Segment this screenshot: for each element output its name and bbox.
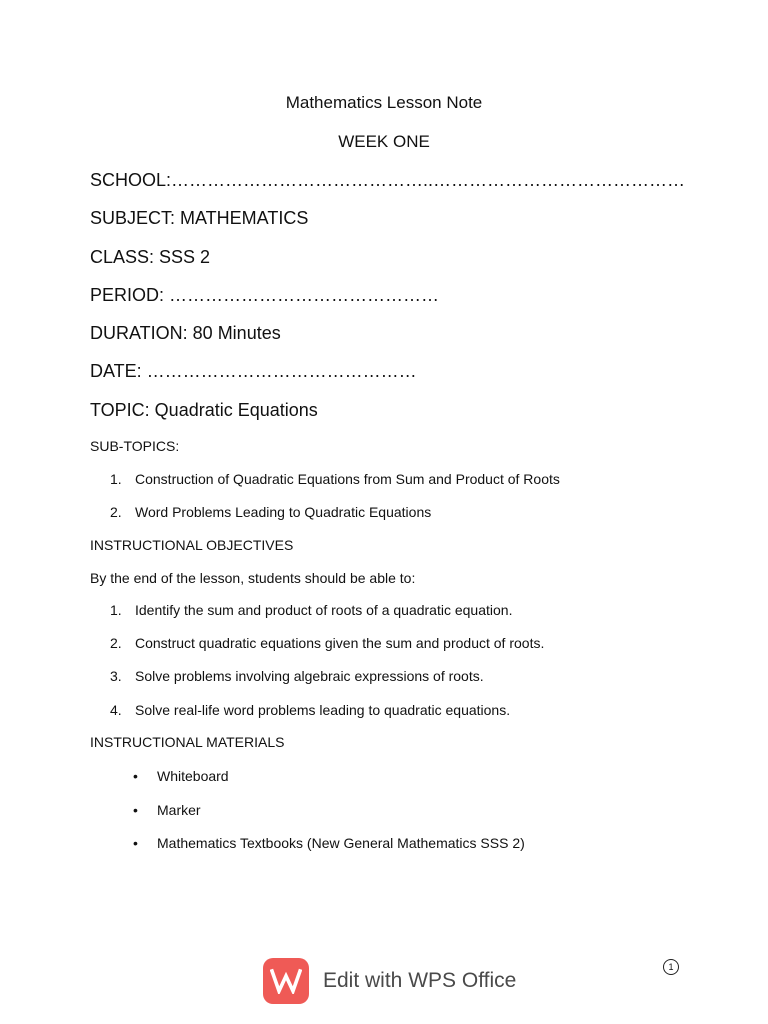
objective-item: [110, 668, 484, 684]
bullet-icon: •: [133, 835, 138, 851]
subject-field: SUBJECT: MATHEMATICS: [90, 208, 309, 228]
page-number-badge: 1: [663, 959, 679, 975]
list-number: 2.: [110, 635, 122, 651]
school-field: SCHOOL:……………………………………..……………………………………: [90, 170, 686, 190]
page-title: Mathematics Lesson Note: [285, 93, 483, 112]
list-text: Word Problems Leading to Quadratic Equations: [135, 504, 432, 520]
objective-item: [110, 602, 512, 618]
materials-heading: INSTRUCTIONAL MATERIALS: [90, 734, 285, 750]
list-number: 2.: [110, 504, 122, 520]
list-number: 3.: [110, 668, 122, 684]
subtopic-item: [110, 471, 560, 487]
list-text: Construct quadratic equations given the sum and product of roots.: [135, 635, 545, 651]
bullet-icon: •: [133, 802, 138, 818]
list-number: 4.: [110, 702, 122, 718]
class-field: CLASS: SSS 2: [90, 247, 211, 267]
subtopic-item: [110, 504, 431, 520]
list-text: Mathematics Textbooks (New General Mathematics SSS 2): [157, 835, 525, 851]
objectives-intro: By the end of the lesson, students should be able to:: [90, 570, 416, 586]
edit-with-wps-label: Edit with WPS Office: [323, 969, 517, 992]
list-text: Solve problems involving algebraic expressions of roots.: [135, 668, 484, 684]
objective-item: [110, 635, 544, 651]
list-text: Identify the sum and product of roots of a quadratic equation.: [135, 602, 513, 618]
date-field: DATE: ………………………………………: [90, 361, 417, 381]
duration-field: DURATION: 80 Minutes: [90, 323, 281, 343]
objective-item: [110, 702, 510, 718]
list-text: Solve real-life word problems leading to quadratic equations.: [135, 702, 511, 718]
list-text: Marker: [157, 802, 201, 818]
subtopics-heading: SUB-TOPICS:: [90, 438, 180, 454]
period-field: PERIOD: ………………………………………: [90, 285, 440, 305]
bullet-icon: •: [133, 768, 138, 784]
topic-field: TOPIC: Quadratic Equations: [90, 400, 318, 420]
page-subtitle: WEEK ONE: [338, 132, 430, 151]
list-text: Construction of Quadratic Equations from Sum and Product of Roots: [135, 471, 560, 487]
material-item: [133, 768, 229, 784]
material-item: [133, 835, 525, 851]
list-text: Whiteboard: [157, 768, 229, 784]
list-number: 1.: [110, 602, 122, 618]
wps-office-logo-icon: [263, 958, 309, 1004]
objectives-heading: INSTRUCTIONAL OBJECTIVES: [90, 537, 294, 553]
material-item: [133, 802, 201, 818]
list-number: 1.: [110, 471, 122, 487]
edit-with-wps-button[interactable]: [263, 956, 516, 1006]
